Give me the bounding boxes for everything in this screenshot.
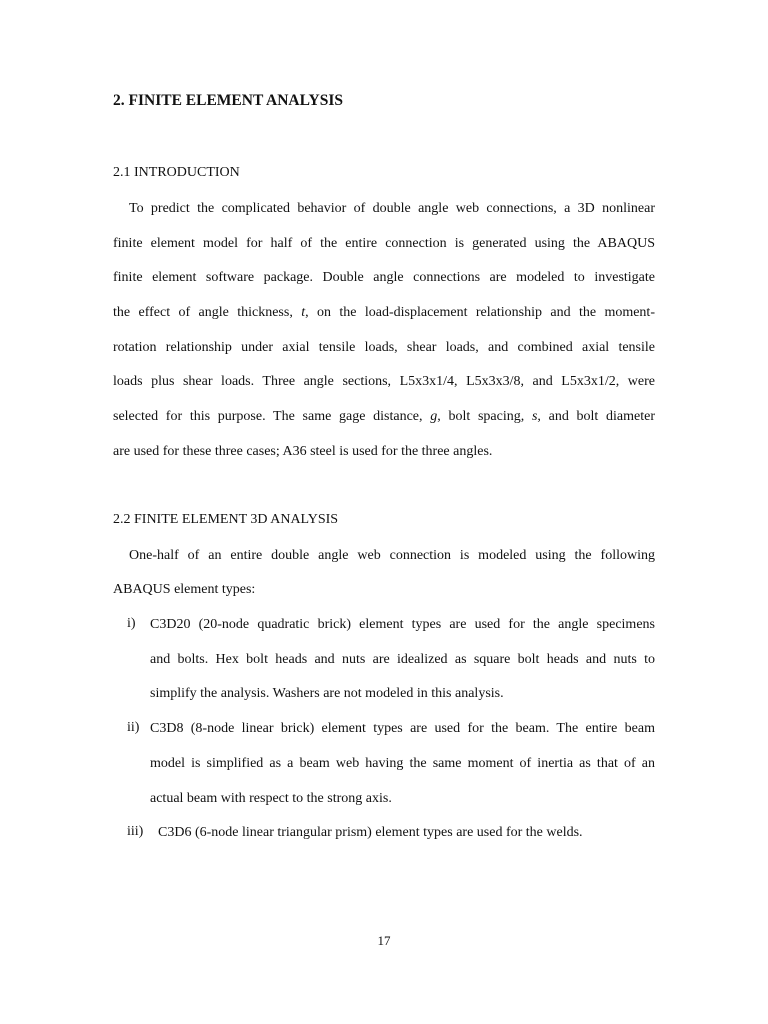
intro-line-7-text-c: , and bolt diameter: [537, 409, 655, 424]
intro-line-8: are used for these three cases; A36 steel is used for the three angles.: [113, 444, 493, 459]
fe3d-intro-line-1: One-half of an entire double angle web connection is modeled using the following: [129, 548, 655, 563]
intro-line-2: finite element model for half of the entire connection is generated using the ABAQUS: [113, 236, 655, 251]
page-number: 17: [377, 933, 391, 948]
chapter-title: 2. FINITE ELEMENT ANALYSIS: [113, 92, 343, 109]
intro-line-4-text-b: , on the load-displacement relationship and the moment-: [305, 305, 655, 320]
intro-line-5: rotation relationship under axial tensile loads, shear loads, and combined axial tensile: [113, 340, 655, 355]
var-g: g: [430, 409, 438, 424]
fe3d-intro-line-2: ABAQUS element types:: [113, 582, 256, 597]
list-item-i-line-2: and bolts. Hex bolt heads and nuts are idealized as square bolt heads and nuts to: [150, 652, 655, 667]
intro-line-7: [113, 408, 655, 426]
intro-line-1: To predict the complicated behavior of double angle web connections, a 3D nonlinear: [129, 201, 655, 216]
var-s: s: [531, 409, 538, 424]
list-item-label-i: i): [127, 616, 136, 631]
intro-line-3: finite element software package. Double angle connections are modeled to investigate: [113, 270, 655, 285]
list-item-label-iii: iii): [127, 824, 144, 839]
intro-line-4: [113, 304, 655, 322]
section-heading-fe3d: 2.2 FINITE ELEMENT 3D ANALYSIS: [113, 512, 339, 527]
intro-line-6: loads plus shear loads. Three angle sections, L5x3x1/4, L5x3x3/8, and L5x3x1/2, were: [113, 374, 655, 389]
list-item-i-line-1: C3D20 (20-node quadratic brick) element types are used for the angle specimens: [150, 617, 655, 632]
intro-line-7-text-a: selected for this purpose. The same gage distance,: [113, 409, 431, 424]
list-item-ii-line-1: C3D8 (8-node linear brick) element types are used for the beam. The entire beam: [150, 721, 655, 736]
list-item-ii-line-2: model is simplified as a beam web having the same moment of inertia as that of an: [150, 756, 655, 771]
var-t: t: [301, 305, 306, 320]
list-item-i-line-3: simplify the analysis. Washers are not modeled in this analysis.: [150, 686, 504, 701]
list-item-ii-line-3: actual beam with respect to the strong axis.: [150, 791, 392, 806]
intro-line-7-text-b: , bolt spacing,: [437, 409, 532, 424]
list-item-iii-line-1: C3D6 (6-node linear triangular prism) element types are used for the welds.: [158, 825, 583, 840]
intro-line-4-text-a: the effect of angle thickness,: [113, 305, 302, 320]
section-heading-introduction: 2.1 INTRODUCTION: [113, 165, 240, 180]
list-item-label-ii: ii): [127, 720, 140, 735]
